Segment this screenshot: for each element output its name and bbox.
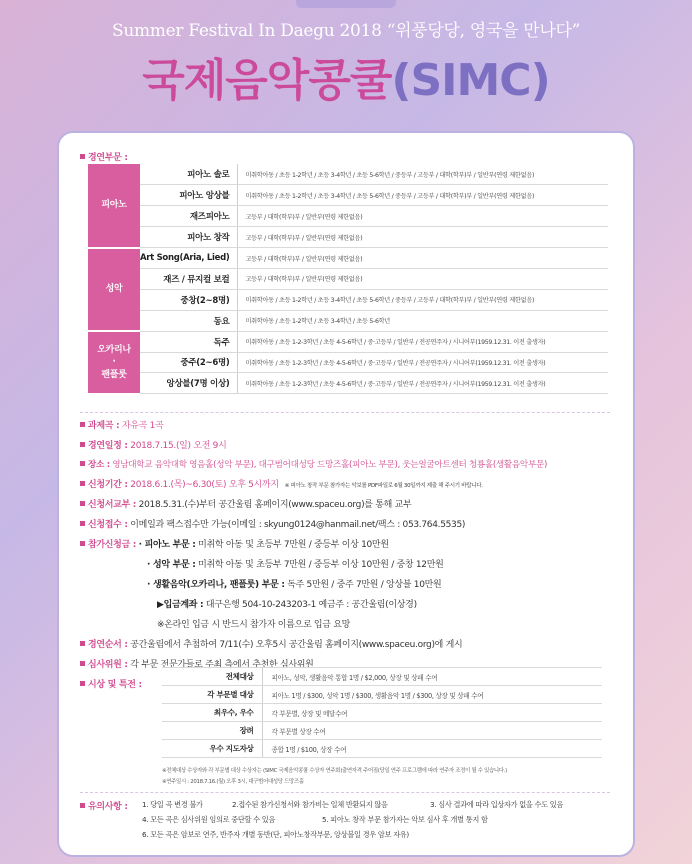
item-cell: 동요: [140, 310, 238, 331]
notes-label: 유의사항 :: [80, 799, 128, 812]
order-line: 경연순서 : 공간울림에서 추첨하여 7/11(수) 오후5시 공간울림 홈페이지(www.spaceu.org)에 게시: [80, 637, 462, 650]
page-title: [0, 44, 692, 108]
bullet-icon: [80, 422, 85, 427]
table-row: [88, 373, 608, 394]
form-line: 신청서교부 : 2018.5.31.(수)부터 공간울림 홈페이지(www.spaceu.org)를 통해 교부: [80, 497, 411, 510]
table-row: [88, 164, 608, 185]
target-cell: 미취학아동 / 초등 1-2학년 / 초등 3-4학년 / 초등 5-6학년 / 중등부 / 고등부 / 대학(학부)부 / 일반부(연령 제한없음): [238, 289, 608, 310]
item-cell: 중창(2~8명): [140, 289, 238, 310]
target-cell: 고등부 / 대학(학부)부 / 일반부(연령 제한없음): [238, 248, 608, 269]
item-cell: Art Song(Aria, Lied): [140, 248, 238, 269]
target-cell: 미취학아동 / 초등 1-2-3학년 / 초등 4-5-6학년 / 중·고등부 / 일반부 / 전공연주자 / 시니어부(1959.12.31. 이전 출생자): [238, 331, 608, 352]
item-cell: 피아노 앙상블: [140, 185, 238, 206]
fee-line: 참가신청금 : · 피아노 부문 : 미취학 아동 및 초등부 7만원 / 중등부 이상 10만원: [80, 537, 389, 550]
note-5: 5. 피아노 창작 부문 참가자는 악보 심사 후 개별 통지 함: [322, 815, 488, 824]
table-row: [162, 668, 602, 686]
table-row: [88, 331, 608, 352]
group-ocarina-panflute: 오카리나 · 팬플룻: [88, 331, 140, 394]
award-key: 각 부문별 대상: [162, 686, 262, 704]
item-cell: 피아노 창작: [140, 227, 238, 248]
competition-label: 경연부문 :: [80, 150, 128, 163]
festival-subtitle: Summer Festival In Daegu 2018 “위풍당당, 영국을 만나다”: [111, 21, 581, 41]
apply-period-line: 신청기간 : 2018.6.1.(목)~6.30(토) 오후 5시까지 ※ 피아노 창작 부문 참가자는 악보를 PDF파일로 6월 30일까지 제출 해 주시기 바랍니다.: [80, 477, 483, 490]
bullet-icon: [80, 501, 85, 506]
divider: [80, 792, 610, 793]
table-row: [88, 310, 608, 331]
bullet-icon: [80, 481, 85, 486]
award-footnote-1: ※전체대상 수상자와 각 부문별 대상 수상자는 (SIMC 국제음악콩쿨 수상자 연주회)출연자격 주어짐(당일 연주 프로그램에 따라 연주자 조정이 될 수 있습니다.): [162, 768, 507, 774]
title-korean: 국제음악콩쿨: [142, 55, 392, 106]
award-key: 우수 지도자상: [162, 740, 262, 758]
top-tab-decoration: [296, 0, 396, 8]
bullet-icon: [80, 641, 85, 646]
divider: [80, 412, 610, 413]
note-6: 6. 모든 곡은 암보로 연주, 반주자 개별 동반(단, 피아노창작부문, 앙상블일 경우 암보 자유): [142, 830, 409, 839]
receipt-line: 신청접수 : 이메일과 팩스접수만 가능(이메일 : skyung0124@hanmail.net/팩스 : 053.764.5535): [80, 517, 465, 530]
table-row: [88, 268, 608, 289]
target-cell: 미취학아동 / 초등 1-2-3학년 / 초등 4-5-6학년 / 중·고등부 / 일반부 / 전공연주자 / 시니어부(1959.12.31. 이전 출생자): [238, 352, 608, 373]
account-note: ※온라인 입금 시 반드시 참가자 이름으로 입금 요망: [157, 620, 351, 630]
table-row: [162, 722, 602, 740]
award-key: 장려: [162, 722, 262, 740]
item-cell: 피아노 솔로: [140, 164, 238, 185]
note-1: 1. 당일 곡 변경 불가: [142, 800, 203, 809]
award-footnote-2: ※연주일시 : 2018.7.16.(월) 오후 3시, 대구범어대성당 드망즈홀: [162, 779, 304, 785]
awards-table: [162, 667, 602, 758]
note-4: 4. 모든 곡은 심사위원 임의로 중단할 수 있음: [142, 815, 276, 824]
award-value: 각 부문별, 상장 및 메달수여: [262, 704, 602, 722]
item-cell: 독주: [140, 331, 238, 352]
date-line: 경연일정 : 2018.7.15.(일) 오전 9시: [80, 438, 227, 451]
table-row: [88, 185, 608, 206]
target-cell: 고등부 / 대학(학부)부 / 일반부(연령 제한없음): [238, 227, 608, 248]
fee-vocal-line: · 성악 부문 : 미취학 아동 및 초등부 7만원 / 중등부 이상 10만원 / 중창 12만원: [147, 560, 444, 570]
item-cell: 중주(2~6명): [140, 352, 238, 373]
bullet-icon: [80, 661, 85, 666]
bullet-icon: [80, 461, 85, 466]
piece-line: 과제곡 : 자유곡 1곡: [80, 418, 163, 431]
target-cell: 미취학아동 / 초등 1-2학년 / 초등 3-4학년 / 초등 5-6학년 / 중등부 / 고등부 / 대학(학부)부 / 일반부(연령 제한없음): [238, 164, 608, 185]
table-row: [88, 289, 608, 310]
bullet-icon: [80, 154, 85, 159]
table-row: [88, 206, 608, 227]
table-row: [162, 704, 602, 722]
award-key: 전체대상: [162, 668, 262, 686]
table-row: [88, 248, 608, 269]
bullet-icon: [80, 541, 85, 546]
competition-table: [88, 164, 608, 395]
table-row: [162, 740, 602, 758]
bullet-icon: [80, 681, 85, 686]
table-row: [88, 352, 608, 373]
table-row: [162, 686, 602, 704]
item-cell: 재즈 / 뮤지컬 보컬: [140, 268, 238, 289]
award-value: 피아노, 성악, 생활음악 통합 1명 / $2,000, 상장 및 상패 수여: [262, 668, 602, 686]
judge-line: 심사위원 : 각 부문 전문가들로 주최 측에서 추천한 심사위원: [80, 657, 314, 670]
item-cell: 재즈피아노: [140, 206, 238, 227]
table-row: [88, 227, 608, 248]
award-key: 최우수, 우수: [162, 704, 262, 722]
award-value: 피아노 1명 / $300, 성악 1명 / $300, 생활음악 1명 / $300, 상장 및 상패 수여: [262, 686, 602, 704]
award-value: 종합 1명 / $100, 상장 수여: [262, 740, 602, 758]
note-2: 2.접수된 참가신청서와 참가비는 일체 반환되지 않음: [232, 800, 388, 809]
target-cell: 고등부 / 대학(학부)부 / 일반부(연령 제한없음): [238, 206, 608, 227]
target-cell: 미취학아동 / 초등 1-2-3학년 / 초등 4-5-6학년 / 중·고등부 / 일반부 / 전공연주자 / 시니어부(1959.12.31. 이전 출생자): [238, 373, 608, 394]
award-value: 각 부문별 상장 수여: [262, 722, 602, 740]
group-piano: 피아노: [88, 164, 140, 248]
target-cell: 미취학아동 / 초등 1-2학년 / 초등 3-4학년 / 초등 5-6학년: [238, 310, 608, 331]
bullet-icon: [80, 442, 85, 447]
target-cell: 고등부 / 대학(학부)부 / 일반부(연령 제한없음): [238, 268, 608, 289]
item-cell: 앙상블(7명 이상): [140, 373, 238, 394]
title-english: (SIMC): [391, 55, 550, 106]
bullet-icon: [80, 521, 85, 526]
account-line: ▶입금계좌 : 대구은행 504-10-243203-1 예금주 : 공간울림(이상경): [157, 600, 417, 610]
group-vocal: 성악: [88, 248, 140, 332]
award-label: 시상 및 특전 :: [80, 677, 142, 690]
note-3: 3. 심사 결과에 따라 입상자가 없을 수도 있음: [430, 800, 564, 809]
venue-line: 장소 : 영남대학교 음악대학 영음홀(성악 부문), 대구범어대성당 드망즈홀(피아노 부문), 웃는얼굴아트센터 청룡홀(생활음악부문): [80, 458, 547, 470]
target-cell: 미취학아동 / 초등 1-2학년 / 초등 3-4학년 / 초등 5-6학년 / 중등부 / 고등부 / 대학(학부)부 / 일반부(연령 제한없음): [238, 185, 608, 206]
bullet-icon: [80, 803, 85, 808]
fee-life-line: · 생활음악(오카리나, 팬플룻) 부문 : 독주 5만원 / 중주 7만원 / 앙상블 10만원: [147, 580, 442, 590]
